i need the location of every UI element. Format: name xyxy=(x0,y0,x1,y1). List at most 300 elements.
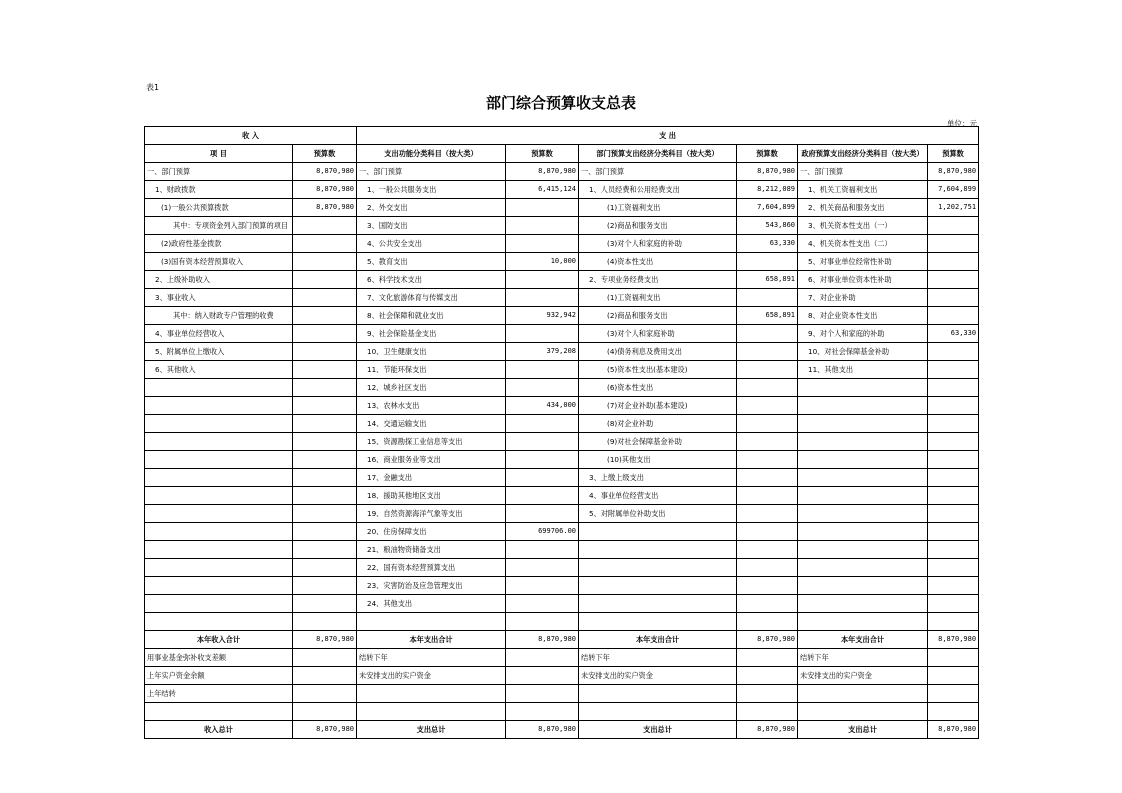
table-row xyxy=(145,397,979,415)
item-cell xyxy=(145,433,293,451)
item-cell: 2、外交支出 xyxy=(357,199,506,217)
amount-cell: 8,870,980 xyxy=(293,721,357,739)
amount-cell: 8,870,980 xyxy=(928,631,979,649)
item-cell: 14、交通运输支出 xyxy=(357,415,506,433)
item-cell: 2、专项业务经费支出 xyxy=(579,271,737,289)
amount-cell xyxy=(293,253,357,271)
item-cell: 结转下年 xyxy=(357,649,506,667)
item-cell: (1)一般公共预算拨款 xyxy=(145,199,293,217)
item-cell: (2)商品和服务支出 xyxy=(579,217,737,235)
amount-cell: 8,870,980 xyxy=(737,721,798,739)
item-cell xyxy=(798,577,928,595)
item-cell: 15、资源勘探工业信息等支出 xyxy=(357,433,506,451)
item-cell: 本年支出合计 xyxy=(579,631,737,649)
item-cell: 20、住房保障支出 xyxy=(357,523,506,541)
amount-cell xyxy=(506,541,579,559)
amount-cell xyxy=(928,397,979,415)
amount-cell xyxy=(506,685,579,703)
amount-cell xyxy=(737,433,798,451)
amount-cell xyxy=(293,307,357,325)
table-row xyxy=(145,559,979,577)
item-cell: 结转下年 xyxy=(798,649,928,667)
item-cell xyxy=(798,379,928,397)
item-cell xyxy=(579,685,737,703)
item-cell: 2、机关商品和服务支出 xyxy=(798,199,928,217)
amount-cell xyxy=(737,379,798,397)
amount-cell xyxy=(293,667,357,685)
item-cell: 支出总计 xyxy=(798,721,928,739)
amount-cell xyxy=(293,271,357,289)
item-cell xyxy=(145,397,293,415)
amount-cell xyxy=(293,595,357,613)
amount-cell xyxy=(928,685,979,703)
amount-cell xyxy=(737,325,798,343)
item-cell xyxy=(798,397,928,415)
item-cell: 5、对附属单位补助支出 xyxy=(579,505,737,523)
amount-cell xyxy=(737,577,798,595)
amount-cell xyxy=(506,559,579,577)
amount-cell xyxy=(928,577,979,595)
amount-cell xyxy=(506,325,579,343)
col-header: 预算数 xyxy=(293,145,357,163)
amount-cell: 699706.00 xyxy=(506,523,579,541)
item-cell: 3、机关资本性支出（一） xyxy=(798,217,928,235)
table-row xyxy=(145,469,979,487)
amount-cell: 932,942 xyxy=(506,307,579,325)
item-cell: 1、机关工资福利支出 xyxy=(798,181,928,199)
item-cell: 24、其他支出 xyxy=(357,595,506,613)
item-cell: 1、人员经费和公用经费支出 xyxy=(579,181,737,199)
item-cell xyxy=(579,613,737,631)
amount-cell xyxy=(506,667,579,685)
item-cell xyxy=(145,379,293,397)
item-cell: 本年收入合计 xyxy=(145,631,293,649)
amount-cell xyxy=(293,433,357,451)
table-row xyxy=(145,649,979,667)
item-cell: 8、对企业资本性支出 xyxy=(798,307,928,325)
amount-cell xyxy=(737,649,798,667)
item-cell: (9)对社会保障基金补助 xyxy=(579,433,737,451)
amount-cell xyxy=(506,361,579,379)
amount-cell: 7,604,899 xyxy=(928,181,979,199)
amount-cell xyxy=(293,235,357,253)
amount-cell: 8,212,089 xyxy=(737,181,798,199)
table-row xyxy=(145,667,979,685)
amount-cell xyxy=(293,505,357,523)
amount-cell xyxy=(737,361,798,379)
amount-cell xyxy=(928,433,979,451)
amount-cell xyxy=(293,577,357,595)
amount-cell xyxy=(737,505,798,523)
table-row xyxy=(145,451,979,469)
item-cell: 2、上级补助收入 xyxy=(145,271,293,289)
item-cell: 9、社会保险基金支出 xyxy=(357,325,506,343)
item-cell: (4)资本性支出 xyxy=(579,253,737,271)
amount-cell xyxy=(737,559,798,577)
item-cell xyxy=(798,559,928,577)
amount-cell xyxy=(506,613,579,631)
amount-cell: 8,870,980 xyxy=(737,163,798,181)
amount-cell xyxy=(928,307,979,325)
page-title: 部门综合预算收支总表 xyxy=(485,94,636,112)
item-cell: (2)商品和服务支出 xyxy=(579,307,737,325)
amount-cell xyxy=(928,217,979,235)
col-header: 项 目 xyxy=(145,145,293,163)
amount-cell: 8,870,980 xyxy=(293,199,357,217)
item-cell xyxy=(579,523,737,541)
amount-cell: 8,870,980 xyxy=(293,181,357,199)
table-row xyxy=(145,595,979,613)
item-cell: 5、对事业单位经常性补助 xyxy=(798,253,928,271)
grand-totals-row xyxy=(145,721,979,739)
amount-cell: 434,000 xyxy=(506,397,579,415)
item-cell: 8、社会保障和就业支出 xyxy=(357,307,506,325)
amount-cell xyxy=(737,523,798,541)
amount-cell xyxy=(928,595,979,613)
item-cell xyxy=(145,703,293,721)
amount-cell xyxy=(928,343,979,361)
amount-cell: 7,604,899 xyxy=(737,199,798,217)
item-cell: (6)资本性支出 xyxy=(579,379,737,397)
item-cell: 未安排支出的实户资金 xyxy=(357,667,506,685)
amount-cell xyxy=(293,541,357,559)
item-cell xyxy=(798,451,928,469)
amount-cell xyxy=(506,271,579,289)
amount-cell xyxy=(506,469,579,487)
amount-cell xyxy=(293,397,357,415)
amount-cell xyxy=(928,271,979,289)
amount-cell xyxy=(928,667,979,685)
amount-cell xyxy=(506,487,579,505)
item-cell: 3、上缴上级支出 xyxy=(579,469,737,487)
item-cell: 21、粮油物资储备支出 xyxy=(357,541,506,559)
amount-cell xyxy=(737,667,798,685)
amount-cell xyxy=(737,487,798,505)
amount-cell: 8,870,980 xyxy=(506,631,579,649)
amount-cell: 8,870,980 xyxy=(293,631,357,649)
table-row xyxy=(145,433,979,451)
amount-cell xyxy=(293,289,357,307)
col-header: 预算数 xyxy=(928,145,979,163)
amount-cell xyxy=(293,469,357,487)
income-header: 收 入 xyxy=(145,127,357,145)
amount-cell xyxy=(506,415,579,433)
amount-cell xyxy=(928,541,979,559)
col-header: 预算数 xyxy=(506,145,579,163)
item-cell: 一、部门预算 xyxy=(357,163,506,181)
item-cell xyxy=(798,541,928,559)
item-cell xyxy=(145,577,293,595)
item-cell xyxy=(145,595,293,613)
item-cell: 支出总计 xyxy=(357,721,506,739)
table-row xyxy=(145,703,979,721)
amount-cell: 63,330 xyxy=(737,235,798,253)
totals-row xyxy=(145,631,979,649)
amount-cell xyxy=(928,505,979,523)
table-row xyxy=(145,685,979,703)
item-cell xyxy=(579,595,737,613)
item-cell: 未安排支出的实户资金 xyxy=(579,667,737,685)
item-cell: 4、公共安全支出 xyxy=(357,235,506,253)
amount-cell xyxy=(928,523,979,541)
item-cell xyxy=(579,577,737,595)
item-cell xyxy=(145,469,293,487)
amount-cell xyxy=(737,595,798,613)
amount-cell xyxy=(737,685,798,703)
table-row xyxy=(145,415,979,433)
item-cell xyxy=(798,613,928,631)
amount-cell xyxy=(928,415,979,433)
item-cell: 其中：专项资金列入部门预算的项目 xyxy=(145,217,293,235)
item-cell: (7)对企业补助(基本建设) xyxy=(579,397,737,415)
item-cell: 收入总计 xyxy=(145,721,293,739)
item-cell: 19、自然资源海洋气象等支出 xyxy=(357,505,506,523)
amount-cell: 8,870,980 xyxy=(506,163,579,181)
item-cell: 16、商业服务业等支出 xyxy=(357,451,506,469)
table-row xyxy=(145,163,979,181)
amount-cell xyxy=(928,649,979,667)
item-cell: (10)其他支出 xyxy=(579,451,737,469)
table-tag: 表1 xyxy=(146,83,160,92)
item-cell xyxy=(145,523,293,541)
item-cell xyxy=(579,559,737,577)
item-cell: 其中：纳入财政专户管理的收费 xyxy=(145,307,293,325)
item-cell: 6、科学技术支出 xyxy=(357,271,506,289)
item-cell xyxy=(579,703,737,721)
amount-cell xyxy=(737,451,798,469)
amount-cell xyxy=(928,451,979,469)
amount-cell xyxy=(293,415,357,433)
item-cell xyxy=(579,541,737,559)
col-header: 支出功能分类科目（按大类） xyxy=(357,145,506,163)
amount-cell xyxy=(506,649,579,667)
table-row xyxy=(145,613,979,631)
amount-cell: 379,208 xyxy=(506,343,579,361)
amount-cell xyxy=(928,487,979,505)
item-cell xyxy=(798,487,928,505)
item-cell: (5)资本性支出(基本建设) xyxy=(579,361,737,379)
item-cell xyxy=(798,505,928,523)
item-cell xyxy=(798,433,928,451)
col-header: 预算数 xyxy=(737,145,798,163)
amount-cell xyxy=(293,343,357,361)
amount-cell: 1,202,751 xyxy=(928,199,979,217)
amount-cell xyxy=(737,397,798,415)
table-row xyxy=(145,253,979,271)
item-cell: 一、部门预算 xyxy=(579,163,737,181)
item-cell: 7、文化旅游体育与传媒支出 xyxy=(357,289,506,307)
item-cell xyxy=(357,685,506,703)
amount-cell xyxy=(293,523,357,541)
item-cell: 5、教育支出 xyxy=(357,253,506,271)
item-cell: 一、部门预算 xyxy=(798,163,928,181)
amount-cell: 10,000 xyxy=(506,253,579,271)
table-row xyxy=(145,361,979,379)
item-cell: 13、农林水支出 xyxy=(357,397,506,415)
table-row xyxy=(145,199,979,217)
item-cell: 10、对社会保障基金补助 xyxy=(798,343,928,361)
amount-cell xyxy=(506,235,579,253)
amount-cell: 543,860 xyxy=(737,217,798,235)
amount-cell: 63,330 xyxy=(928,325,979,343)
amount-cell: 8,870,980 xyxy=(506,721,579,739)
amount-cell xyxy=(293,649,357,667)
amount-cell xyxy=(928,289,979,307)
table-row xyxy=(145,235,979,253)
item-cell: 11、其他支出 xyxy=(798,361,928,379)
amount-cell xyxy=(928,559,979,577)
table-row xyxy=(145,325,979,343)
table-row xyxy=(145,271,979,289)
amount-cell: 8,870,980 xyxy=(737,631,798,649)
amount-cell: 6,415,124 xyxy=(506,181,579,199)
item-cell: (4)债务利息及费用支出 xyxy=(579,343,737,361)
item-cell: 未安排支出的实户资金 xyxy=(798,667,928,685)
amount-cell xyxy=(506,703,579,721)
item-cell xyxy=(357,613,506,631)
item-cell: (2)政府性基金拨款 xyxy=(145,235,293,253)
item-cell xyxy=(145,505,293,523)
item-cell: (1)工资福利支出 xyxy=(579,289,737,307)
item-cell xyxy=(145,487,293,505)
amount-cell xyxy=(928,235,979,253)
expense-header: 支 出 xyxy=(357,127,979,145)
amount-cell xyxy=(928,613,979,631)
table-row xyxy=(145,343,979,361)
amount-cell xyxy=(506,289,579,307)
item-cell: 4、机关资本性支出（二） xyxy=(798,235,928,253)
item-cell: (3)对个人和家庭补助 xyxy=(579,325,737,343)
item-cell: 上年实户资金余额 xyxy=(145,667,293,685)
amount-cell xyxy=(293,379,357,397)
item-cell: 10、卫生健康支出 xyxy=(357,343,506,361)
item-cell: 4、事业单位经营收入 xyxy=(145,325,293,343)
table-row xyxy=(145,577,979,595)
item-cell xyxy=(145,613,293,631)
item-cell: 一、部门预算 xyxy=(145,163,293,181)
item-cell: 支出总计 xyxy=(579,721,737,739)
item-cell xyxy=(798,415,928,433)
amount-cell: 658,891 xyxy=(737,271,798,289)
header-row-top xyxy=(145,127,979,145)
amount-cell xyxy=(737,469,798,487)
amount-cell xyxy=(928,703,979,721)
item-cell: 9、对个人和家庭的补助 xyxy=(798,325,928,343)
item-cell: 6、其他收入 xyxy=(145,361,293,379)
amount-cell xyxy=(737,343,798,361)
item-cell: 7、对企业补助 xyxy=(798,289,928,307)
item-cell: 本年支出合计 xyxy=(357,631,506,649)
item-cell: 3、国防支出 xyxy=(357,217,506,235)
item-cell: 22、国有资本经营预算支出 xyxy=(357,559,506,577)
amount-cell xyxy=(506,379,579,397)
amount-cell xyxy=(737,541,798,559)
item-cell: (1)工资福利支出 xyxy=(579,199,737,217)
amount-cell xyxy=(506,199,579,217)
item-cell: 4、事业单位经营支出 xyxy=(579,487,737,505)
item-cell: 18、援助其他地区支出 xyxy=(357,487,506,505)
amount-cell xyxy=(506,217,579,235)
item-cell: 6、对事业单位资本性补助 xyxy=(798,271,928,289)
item-cell: 23、灾害防治及应急管理支出 xyxy=(357,577,506,595)
amount-cell xyxy=(506,577,579,595)
amount-cell xyxy=(737,253,798,271)
amount-cell xyxy=(293,685,357,703)
header-row-columns xyxy=(145,145,979,163)
amount-cell xyxy=(293,559,357,577)
amount-cell xyxy=(506,451,579,469)
amount-cell xyxy=(293,325,357,343)
unit-label: 单位：元 xyxy=(947,119,977,128)
table-row xyxy=(145,307,979,325)
item-cell xyxy=(798,523,928,541)
amount-cell xyxy=(293,613,357,631)
amount-cell xyxy=(293,217,357,235)
amount-cell xyxy=(737,613,798,631)
item-cell: 5、附属单位上缴收入 xyxy=(145,343,293,361)
amount-cell: 8,870,980 xyxy=(293,163,357,181)
amount-cell xyxy=(506,595,579,613)
amount-cell xyxy=(928,361,979,379)
item-cell: (8)对企业补助 xyxy=(579,415,737,433)
item-cell: 3、事业收入 xyxy=(145,289,293,307)
item-cell: 1、财政拨款 xyxy=(145,181,293,199)
table-row xyxy=(145,289,979,307)
item-cell xyxy=(145,451,293,469)
item-cell: 17、金融支出 xyxy=(357,469,506,487)
item-cell: 11、节能环保支出 xyxy=(357,361,506,379)
table-row xyxy=(145,379,979,397)
amount-cell xyxy=(506,433,579,451)
amount-cell xyxy=(737,289,798,307)
item-cell: 结转下年 xyxy=(579,649,737,667)
amount-cell: 8,870,980 xyxy=(928,721,979,739)
item-cell: 1、一般公共服务支出 xyxy=(357,181,506,199)
amount-cell xyxy=(293,487,357,505)
col-header: 部门预算支出经济分类科目（按大类） xyxy=(579,145,737,163)
table-row xyxy=(145,217,979,235)
item-cell xyxy=(798,685,928,703)
item-cell: (3)国有资本经营预算收入 xyxy=(145,253,293,271)
table-row xyxy=(145,487,979,505)
item-cell xyxy=(357,703,506,721)
amount-cell xyxy=(293,451,357,469)
item-cell: 12、城乡社区支出 xyxy=(357,379,506,397)
col-header: 政府预算支出经济分类科目（按大类） xyxy=(798,145,928,163)
amount-cell xyxy=(928,379,979,397)
amount-cell: 658,891 xyxy=(737,307,798,325)
amount-cell xyxy=(928,253,979,271)
amount-cell xyxy=(737,415,798,433)
amount-cell xyxy=(928,469,979,487)
table-row xyxy=(145,541,979,559)
item-cell: (3)对个人和家庭的补助 xyxy=(579,235,737,253)
item-cell xyxy=(798,595,928,613)
item-cell xyxy=(798,703,928,721)
item-cell: 本年支出合计 xyxy=(798,631,928,649)
amount-cell xyxy=(293,361,357,379)
budget-table xyxy=(144,126,979,739)
table-row xyxy=(145,523,979,541)
item-cell: 用事业基金弥补收支差额 xyxy=(145,649,293,667)
item-cell xyxy=(798,469,928,487)
item-cell xyxy=(145,541,293,559)
item-cell xyxy=(145,415,293,433)
amount-cell: 8,870,980 xyxy=(928,163,979,181)
amount-cell xyxy=(737,703,798,721)
amount-cell xyxy=(293,703,357,721)
table-row xyxy=(145,505,979,523)
